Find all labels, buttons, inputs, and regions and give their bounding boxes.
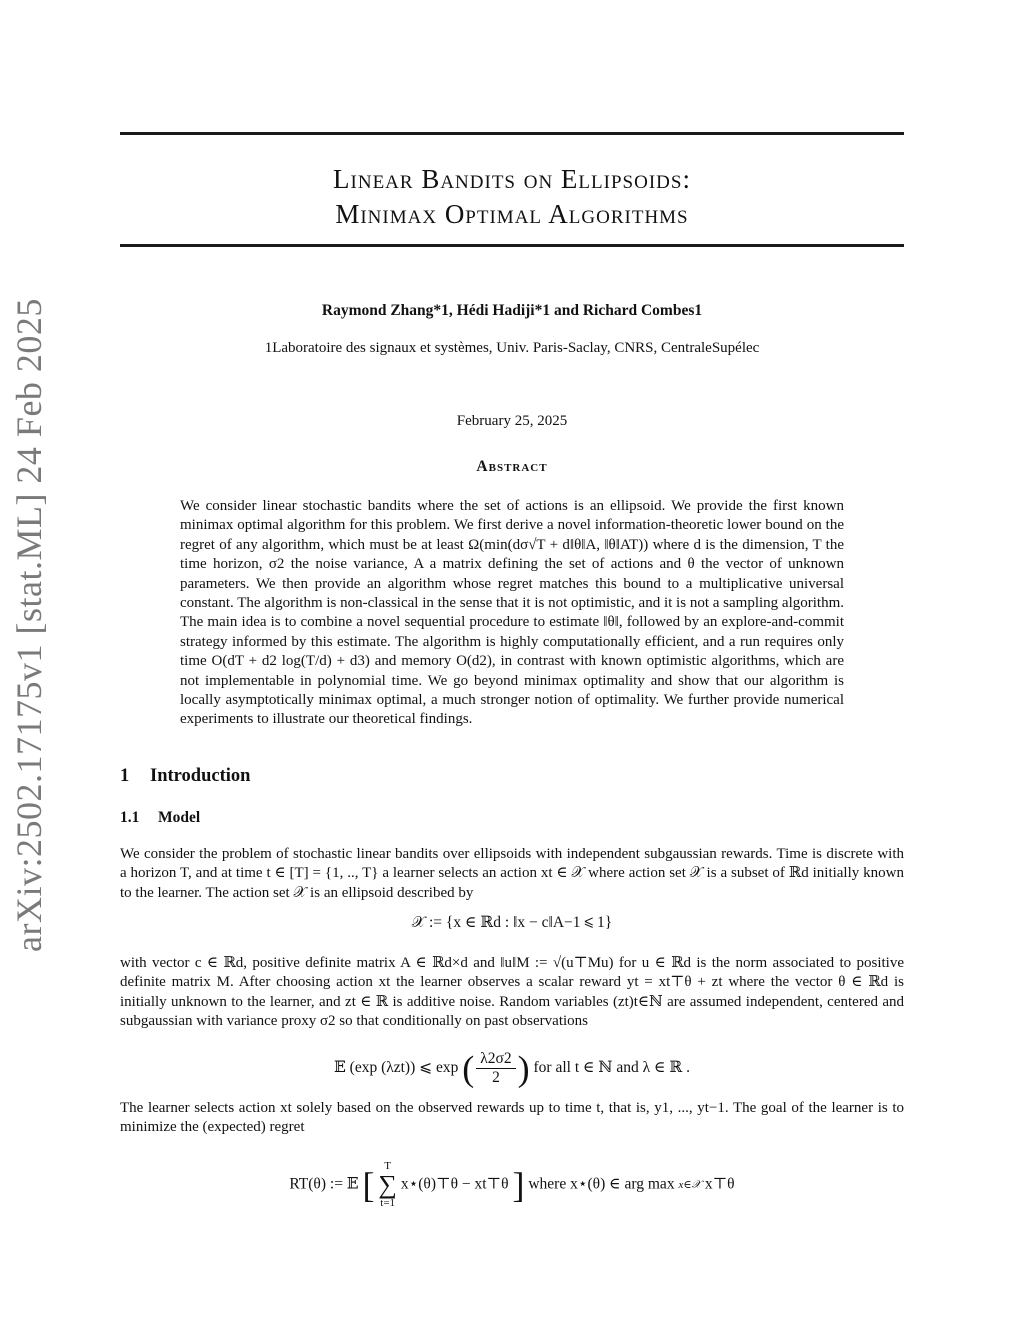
eq2-right: for all t ∈ ℕ and λ ∈ ℝ .: [533, 1059, 691, 1077]
eq2-fraction: [476, 1050, 515, 1087]
subsection-title: Model: [158, 809, 201, 826]
title-bottom-rule: [120, 244, 904, 247]
eq3-sum-bottom: t=1: [380, 1197, 396, 1209]
eq3-sum: [378, 1160, 397, 1210]
arxiv-side-stamp: arXiv:2502.17175v1 [stat.ML] 24 Feb 2025: [9, 298, 49, 952]
equation-subgaussian: [120, 1050, 904, 1087]
paragraph-model-intro: We consider the problem of stochastic linear bandits over ellipsoids with independent subgaussian rewards. Time is discrete with a horizon T, and at time t ∈ [T] = {1, .., T} a learner selects an action xt ∈ 𝒳 where action set 𝒳 is a subset of ℝd initially known to the learner. The action set 𝒳 is an ellipsoid described by: [120, 846, 904, 901]
paper-title-line2: Minimax Optimal Algorithms: [335, 199, 689, 229]
subsection-heading-model: [120, 809, 200, 827]
eq2-numerator: λ2σ2: [476, 1050, 515, 1069]
eq3-open-bracket: [: [362, 1165, 375, 1205]
eq3-sub-text: x∈𝒳: [678, 1178, 701, 1191]
paragraph-regret-goal: The learner selects action xt solely based on the observed rewards up to time t, that is, y1, ..., yt−1. The goal of the learner is to minimize the (expected) regret: [120, 1100, 904, 1136]
abstract-text: We consider linear stochastic bandits where the set of actions is an ellipsoid. We provide the first known minimax optimal algorithm for this problem. We first derive a novel information-theoretic lower bound on the regret of any algorithm, which must be at least Ω(min(dσ√T + d‖θ‖A, ‖θ‖AT)) where d is the dimension, T the time horizon, σ2 the noise variance, A a matrix defining the set of actions and θ the vector of unknown parameters. We then provide an algorithm whose regret matches this bound to a multiplicative universal constant. The algorithm is non-classical in the sense that it is not optimistic, and it is not a sampling algorithm. The main idea is to combine a novel sequential procedure to estimate ‖θ‖, followed by an explore-and-commit strategy informed by this estimate. The algorithm is highly computationally efficient, and a run requires only time O(dT + d2 log(T/d) + d3) and memory O(d2), in contrast with known optimistic algorithms, which are not implementable in polynomial time. We go beyond minimax optimality and show that our algorithm is locally asymptotically minimax optimal, a much stronger notion of optimality. We further provide numerical experiments to illustrate our theoretical findings.: [180, 498, 844, 728]
eq2-left: 𝔼 (exp (λzt)) ⩽ exp: [333, 1059, 459, 1077]
sigma-symbol: ∑: [378, 1170, 397, 1199]
eq3-close-bracket: ]: [512, 1165, 525, 1205]
eq3-left: RT(θ) := 𝔼: [289, 1175, 359, 1193]
paper-date: February 25, 2025: [456, 413, 568, 429]
author-list: Raymond Zhang*1, Hédi Hadiji*1 and Richard Combes1: [321, 302, 703, 319]
eq3-where: where x⋆(θ) ∈ arg max: [528, 1175, 675, 1193]
eq2-open-paren: (: [462, 1048, 475, 1089]
equation-action-set: 𝒳 := {x ∈ ℝd : ‖x − c‖A−1 ⩽ 1}: [411, 914, 613, 931]
section-number: 1: [120, 766, 130, 786]
eq3-end: x⊤θ: [704, 1175, 735, 1193]
equation-regret: [120, 1160, 904, 1210]
eq3-body: x⋆(θ)⊤θ − xt⊤θ: [400, 1175, 509, 1193]
abstract-heading: Abstract: [476, 458, 548, 475]
paragraph-model-details: with vector c ∈ ℝd, positive definite matrix A ∈ ℝd×d and ‖u‖M := √(u⊤Mu) for u ∈ ℝd is the norm associated to positive definite matrix M. After choosing action xt the learner observes a scalar reward yt = xt⊤θ + zt where the vector θ ∈ ℝd is initially unknown to the learner, and zt ∈ ℝ is additive noise. Random variables (zt)t∈ℕ are assumed independent, centered and subgaussian with variance proxy σ2 so that conditionally on past observations: [120, 955, 904, 1030]
subsection-number: 1.1: [120, 809, 140, 826]
eq2-denominator: 2: [492, 1069, 500, 1086]
eq2-close-paren: ): [517, 1048, 530, 1089]
eq3-argmax-sub: [678, 1179, 701, 1192]
affiliation: 1Laboratoire des signaux et systèmes, Univ. Paris-Saclay, CNRS, CentraleSupélec: [264, 340, 760, 356]
title-top-rule: [120, 132, 904, 135]
eq3-sum-top: T: [384, 1160, 392, 1172]
section-heading-introduction: [120, 766, 250, 787]
section-title: Introduction: [150, 766, 251, 786]
paper-title-line1: Linear Bandits on Ellipsoids:: [333, 164, 691, 194]
